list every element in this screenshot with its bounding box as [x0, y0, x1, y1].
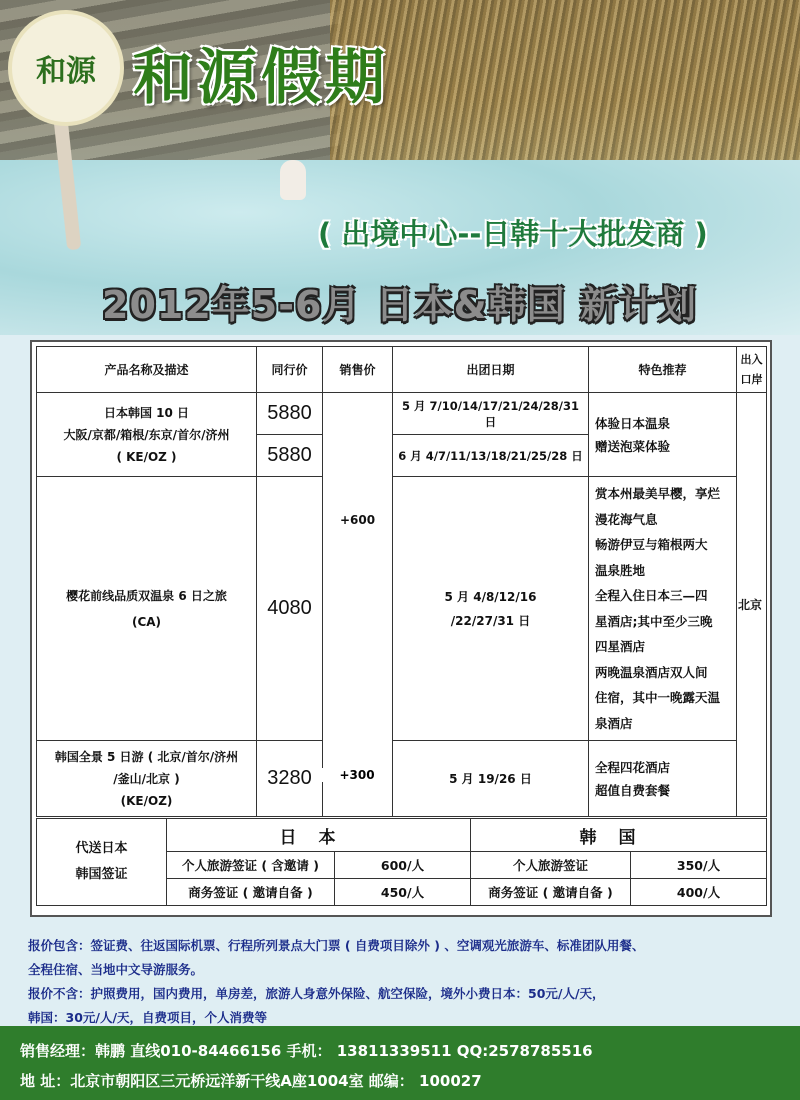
product-2-feature-3: 畅游伊豆与箱根两大 — [595, 537, 708, 552]
product-3-features — [589, 741, 737, 817]
product-2-date-line-2: /22/27/31 日 — [450, 613, 531, 628]
headline: 2012年5-6月 日本&韩国 新计划 — [102, 283, 698, 327]
product-2-feature-6: 星酒店;其中至少三晚 — [595, 613, 713, 629]
product-2-feature-8: 两晚温泉酒店双人间 — [595, 664, 708, 680]
brand-name: 和源假期 — [133, 43, 389, 113]
product-3-line-2: /釜山/北京 ) — [113, 771, 180, 786]
bather-figure — [280, 160, 306, 200]
table-header-row — [37, 347, 767, 393]
table-row — [37, 741, 767, 817]
subtitle: ( 出境中心--日韩十大批发商 ) — [318, 217, 708, 251]
product-1-feature-1: 体验日本温泉 — [595, 415, 671, 431]
include-note-cont: 全程住宿、当地中文导游服务。 — [28, 962, 204, 977]
contact-footer — [0, 1026, 800, 1100]
product-table — [36, 346, 767, 817]
product-2-feature-2: 漫花海气息 — [595, 511, 658, 527]
product-panel — [30, 340, 772, 917]
product-2-feature-7: 四星酒店 — [595, 639, 646, 654]
header-port: 出入口岸 — [737, 347, 767, 393]
product-2-line-2: (CA) — [131, 614, 162, 629]
product-2-price: 4080 — [257, 477, 323, 741]
product-3-name — [37, 741, 257, 817]
product-1-line-2: 大阪/京都/箱根/东京/首尔/济州 — [63, 427, 230, 442]
product-2-date-line-1: 5 月 4/8/12/16 — [444, 589, 537, 604]
product-2-line-1: 樱花前线品质双温泉 6 日之旅 — [66, 588, 227, 603]
visa-jp-item: 个人旅游签证 ( 含邀请 ) — [167, 852, 335, 879]
contact-line: 销售经理：韩鹏 直线010-84466156 手机： 13811339511 QQ:2578785516 — [20, 1042, 593, 1060]
price-notes — [28, 934, 768, 1030]
product-2-features — [589, 477, 737, 741]
exclude-note — [28, 982, 768, 1006]
port-value: 北京 — [737, 598, 762, 612]
table-row — [37, 393, 767, 435]
header-departure: 出团日期 — [393, 347, 589, 393]
brand-logo — [8, 10, 124, 126]
product-1-name — [37, 393, 257, 477]
include-label: 报价包含： — [28, 938, 91, 953]
visa-label-line-1: 代送日本 — [75, 841, 128, 856]
product-3-price: 3280 — [257, 741, 323, 817]
exclude-text: 护照费用，国内费用，单房差，旅游人身意外保险、航空保险，境外小费日本：50元/人/天， — [90, 986, 605, 1001]
visa-kr-item: 商务签证 ( 邀请自备 ) — [471, 879, 631, 906]
visa-label — [37, 819, 167, 906]
product-2-feature-5: 全程入住日本三—四 — [595, 588, 708, 603]
header-sale-price: 销售价 — [323, 347, 393, 393]
visa-kr-price: 400/人 — [631, 879, 767, 906]
table-row — [37, 477, 767, 741]
product-3-sale-price: +300 — [322, 768, 392, 782]
visa-label-line-2: 韩国签证 — [75, 867, 128, 882]
product-2-feature-10: 泉酒店 — [595, 715, 633, 731]
visa-jp-price: 450/人 — [335, 879, 471, 906]
product-2-feature-9: 住宿，其中一晚露天温 — [595, 690, 721, 705]
product-3-line-3: (KE/OZ) — [120, 793, 173, 808]
product-1-features — [589, 393, 737, 477]
product-1-line-3: ( KE/OZ ) — [116, 449, 177, 464]
product-1-price-may: 5880 — [257, 393, 323, 435]
product-3-line-1: 韩国全景 5 日游 ( 北京/首尔/济州 — [54, 749, 239, 764]
visa-kr-item: 个人旅游签证 — [471, 852, 631, 879]
sale-price-shared: +600 — [323, 393, 393, 817]
visa-kr-price: 350/人 — [631, 852, 767, 879]
exclude-label: 报价不含： — [28, 986, 91, 1001]
product-2-dates — [393, 477, 589, 741]
product-2-feature-4: 温泉胜地 — [595, 562, 646, 578]
header-trade-price: 同行价 — [257, 347, 323, 393]
product-2-name — [37, 477, 257, 741]
logo-text: 和源 — [36, 54, 96, 89]
product-1-line-1: 日本韩国 10 日 — [103, 405, 190, 420]
visa-title-row — [37, 819, 767, 852]
address-line: 地 址：北京市朝阳区三元桥远洋新干线A座1004室 邮编： 100027 — [20, 1072, 482, 1090]
product-1-feature-2: 赠送泡菜体验 — [595, 438, 671, 454]
visa-japan-title: 日本 — [167, 819, 471, 852]
product-1-price-june: 5880 — [257, 435, 323, 477]
header-product: 产品名称及描述 — [37, 347, 257, 393]
visa-jp-price: 600/人 — [335, 852, 471, 879]
product-2-feature-1: 赏本州最美早樱，享烂 — [595, 486, 721, 501]
include-text: 签证费、往返国际机票、行程所列景点大门票 ( 自费项目除外 ) 、空调观光旅游车、标准团队用餐、 — [90, 938, 645, 953]
include-note — [28, 934, 768, 958]
product-3-feature-1: 全程四花酒店 — [595, 759, 671, 775]
visa-jp-item: 商务签证 ( 邀请自备 ) — [167, 879, 335, 906]
exclude-note-cont: 韩国：30元/人/天，自费项目，个人消费等 — [28, 1010, 268, 1025]
product-1-dates-may: 5 月 7/10/14/17/21/24/28/31 日 — [393, 393, 589, 435]
visa-table — [36, 818, 767, 906]
header-features: 特色推荐 — [589, 347, 737, 393]
product-1-dates-june: 6 月 4/7/11/13/18/21/25/28 日 — [393, 435, 589, 477]
port-cell — [737, 393, 767, 817]
product-3-dates: 5 月 19/26 日 — [393, 741, 589, 817]
visa-korea-title: 韩国 — [471, 819, 767, 852]
product-3-feature-2: 超值自费套餐 — [595, 782, 671, 798]
